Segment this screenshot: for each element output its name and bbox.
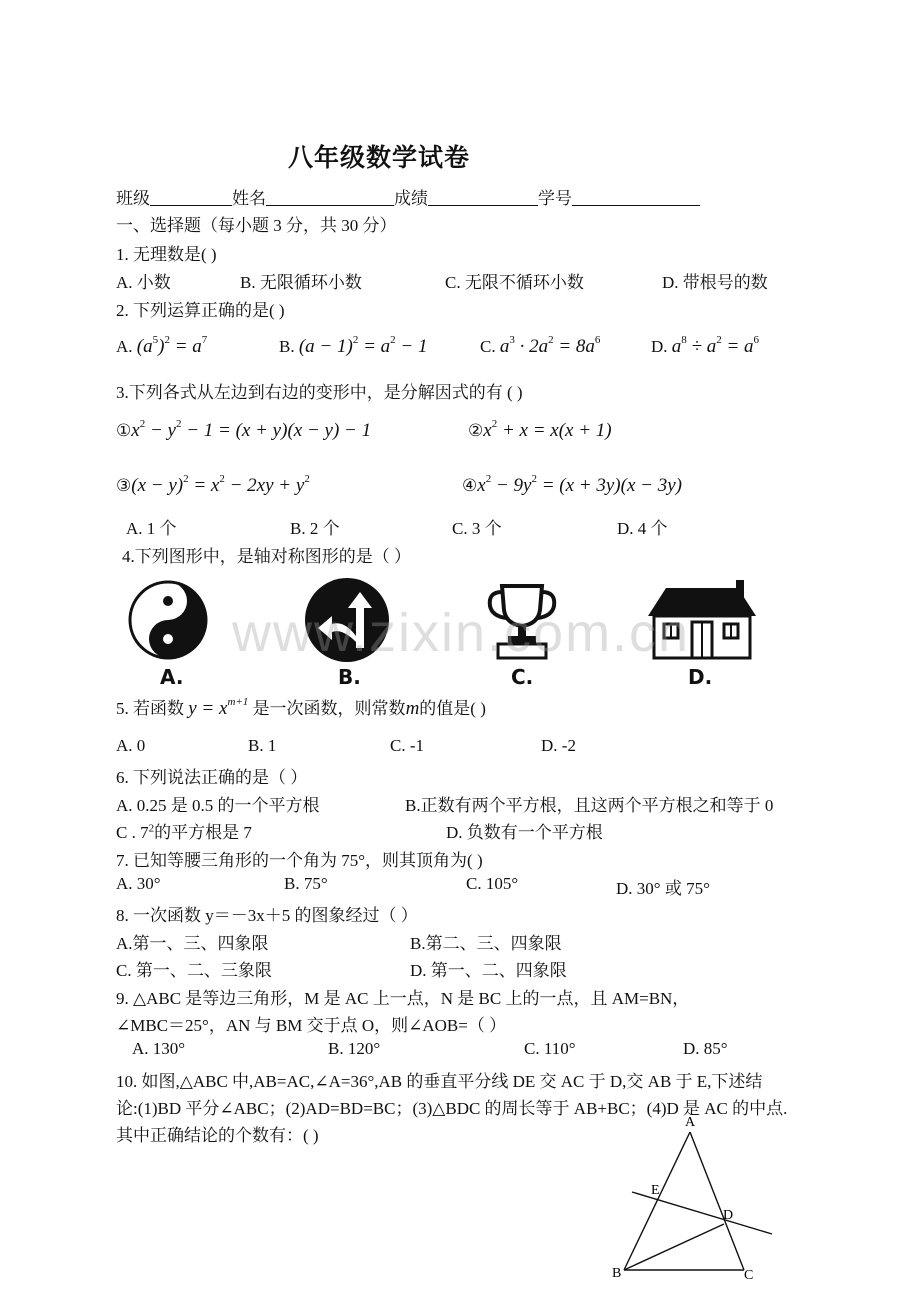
q6-option-b[interactable]: B.正数有两个平方根，且这两个平方根之和等于 0 [405,796,774,815]
q1-stem: 1. 无理数是( ) [116,245,217,264]
q6-c-post: 的平方根是 7 [154,823,252,842]
q1-option-c[interactable]: C. 无限不循环小数 [445,273,584,292]
id-field[interactable] [572,191,700,206]
q2-option-d[interactable] [651,334,759,358]
q9-option-d[interactable]: D. 85° [683,1039,728,1058]
q9-stem-2: ∠MBC＝25°，AN 与 BM 交于点 O，则∠AOB=（ ） [116,1016,507,1035]
q1-option-b[interactable]: B. 无限循环小数 [240,273,362,292]
name-field[interactable] [266,191,394,206]
point-e-label: E [651,1183,660,1198]
q3-stem: 3.下列各式从左边到右边的变形中，是分解因式的有 ( ) [116,383,523,402]
vertex-c-label: C [744,1268,754,1283]
watermark: www.zixin.com.cn [232,603,691,663]
q5-option-a[interactable]: A. 0 [116,736,146,755]
q7-option-c[interactable]: C. 105° [466,874,519,893]
q2-c-letter: C. [480,337,496,356]
q2-stem: 2. 下列运算正确的是( ) [116,301,285,320]
q9-option-c[interactable]: C. 110° [524,1039,576,1058]
q6-option-d[interactable]: D. 负数有一个平方根 [446,823,603,842]
q1-option-a[interactable]: A. 小数 [116,273,171,292]
q3-option-d[interactable]: D. 4 个 [617,519,668,538]
q3-option-a[interactable]: A. 1 个 [126,519,177,538]
q3-option-c[interactable]: C. 3 个 [452,519,502,538]
q7-option-b[interactable]: B. 75° [284,874,328,893]
q6-c-pre: C . 7 [116,823,149,842]
q8-stem: 8. 一次函数 y＝－3x＋5 的图象经过（ ） [116,906,418,925]
q3-marker-1: ① [116,421,132,440]
q6-c-sup: 2 [148,822,155,835]
q3-expr-2: $②x^2 + x = x(x + 1)$ [468,418,612,441]
q2-d-formula: $a^8 \div a^2 = a^6$ [671,334,760,357]
q4-label-b: B. [338,665,361,689]
q2-option-a[interactable] [116,334,207,358]
q8-option-d[interactable]: D. 第一、二、四象限 [410,961,567,980]
q4-label-d: D. [688,665,713,689]
q9-stem-1: 9. △ABC 是等边三角形，M 是 AC 上一点，N 是 BC 上的一点，且 AM=BN， [116,989,690,1008]
score-field[interactable] [428,191,538,206]
triangle-diagram [610,1110,780,1285]
q9-option-a[interactable]: A. 130° [132,1039,186,1058]
q5-post2: 的值是( ) [419,699,486,718]
q3-marker-4: ④ [462,476,478,495]
q5-option-c[interactable]: C. -1 [390,736,424,755]
student-info-row [116,184,700,209]
id-label: 学号 [538,189,572,208]
q2-a-formula: $(a^5)^2 = a^7$ [136,334,208,357]
page-title: 八年级数学试卷 [288,143,471,172]
q2-b-formula: $(a - 1)^2 = a^2 - 1$ [298,334,428,357]
q5-option-d[interactable]: D. -2 [541,736,576,755]
score-label: 成绩 [394,189,428,208]
q5-post: 是一次函数，则常数 [252,699,406,718]
q3-marker-3: ③ [116,476,132,495]
q5-stem: 5. 若函数 $y = x^{m+1}$ 是一次函数，则常数m的值是( ) [116,696,486,719]
q1-option-d[interactable]: D. 带根号的数 [662,273,768,292]
q10-line-2: 论:(1)BD 平分∠ABC；(2)AD=BD=BC；(3)△BDC 的周长等于 AB+BC；(4)D 是 AC 的中点. [116,1099,788,1118]
q10-line-3: 其中正确结论的个数有：( ) [116,1126,319,1145]
q5-option-b[interactable]: B. 1 [248,736,277,755]
name-label: 姓名 [232,189,266,208]
q7-option-d[interactable]: D. 30° 或 75° [616,879,710,898]
q6-stem: 6. 下列说法正确的是（ ） [116,768,308,787]
q7-stem: 7. 已知等腰三角形的一个角为 75°，则其顶角为( ) [116,851,483,870]
vertex-b-label: B [612,1266,622,1281]
q2-option-c[interactable] [480,334,600,358]
q2-c-formula: $a^3 \cdot 2a^2 = 8a^6$ [499,334,601,357]
q4-stem: 4.下列图形中，是轴对称图形的是（ ） [122,547,411,566]
q3-marker-2: ② [468,421,484,440]
q10-line-1: 10. 如图,△ABC 中,AB=AC,∠A=36°,AB 的垂直平分线 DE 交 AC 于 D,交 AB 于 E,下述结 [116,1072,763,1091]
q2-a-letter: A. [116,337,133,356]
class-label: 班级 [116,189,150,208]
q5-formula: $y = x^{m+1}$ [188,696,249,719]
point-d-label: D [723,1208,734,1223]
q6-option-c[interactable] [116,818,252,843]
q8-option-a[interactable]: A.第一、三、四象限 [116,934,269,953]
q9-option-b[interactable]: B. 120° [328,1039,381,1058]
q7-option-a[interactable]: A. 30° [116,874,161,893]
yin-yang-icon[interactable] [126,578,210,662]
section-heading: 一、选择题（每小题 3 分，共 30 分） [116,216,397,235]
q3-expr-1: $①x^2 - y^2 - 1 = (x + y)(x - y) - 1$ [116,418,372,441]
vertex-a-label: A [685,1115,696,1130]
q6-option-a[interactable]: A. 0.25 是 0.5 的一个平方根 [116,796,320,815]
q3-option-b[interactable]: B. 2 个 [290,519,340,538]
q2-b-letter: B. [279,337,295,356]
q2-option-b[interactable] [279,334,427,358]
class-field[interactable] [150,191,232,206]
q5-pre: 5. 若函数 [116,699,184,718]
q8-option-c[interactable]: C. 第一、二、三象限 [116,961,272,980]
q2-d-letter: D. [651,337,668,356]
q8-option-b[interactable]: B.第二、三、四象限 [410,934,562,953]
q3-expr-3: ③(x − $y)^2 = x^2 - 2xy + y^2$ [116,473,310,496]
q3-expr-4: $④x^2 - 9y^2 = (x + 3y)(x - 3y)$ [462,473,682,496]
q4-label-a: A. [160,665,184,689]
q4-label-c: C. [511,665,534,689]
